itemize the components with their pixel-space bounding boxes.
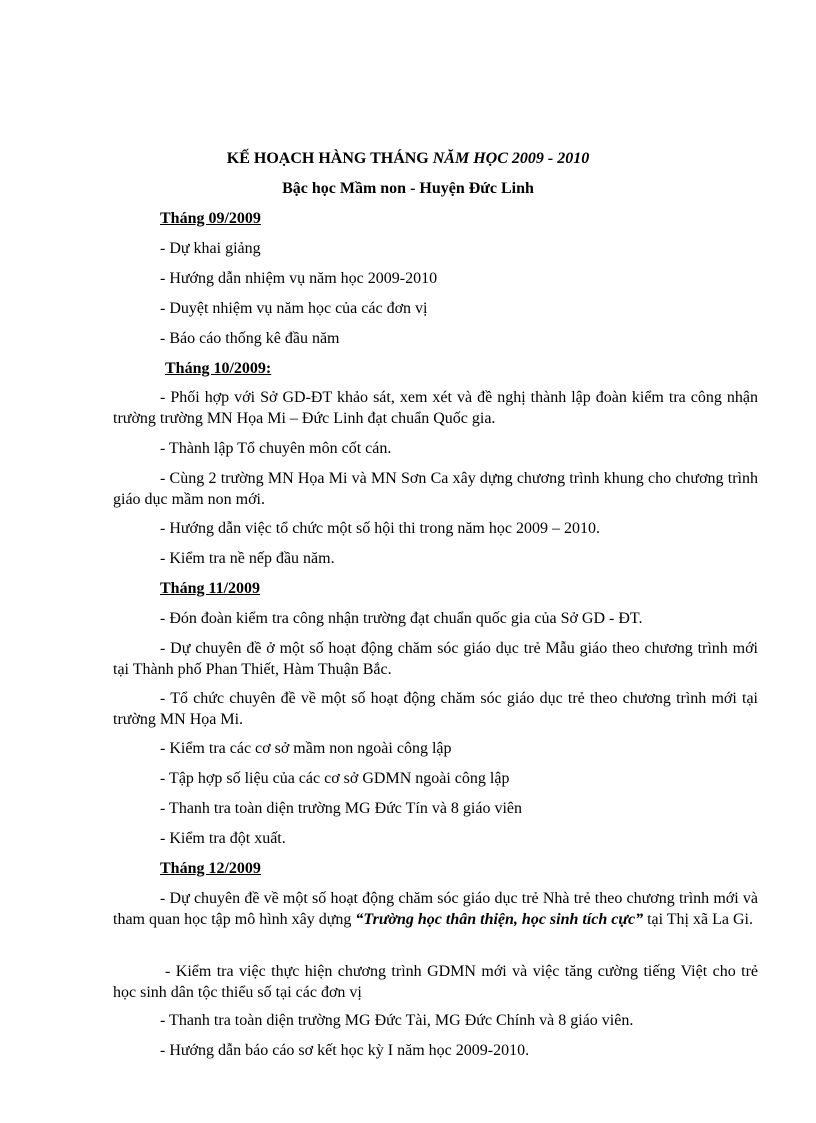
list-item: - Hướng dẫn việc tổ chức một số hội thi trong năm học 2009 – 2010. <box>160 520 600 537</box>
paragraph: - Dự chuyên đề ở một số hoạt động chăm sóc giáo dục trẻ Mẫu giáo theo chương trình mới tại Thành phố Phan Thiết, Hàm Thuận Bắc. <box>113 640 758 678</box>
list-item: - Thành lập Tổ chuyên môn cốt cán. <box>160 440 392 457</box>
month-heading-10: Tháng 10/2009: <box>165 360 272 377</box>
list-item: - Thanh tra toàn diện trường MG Đức Tín và 8 giáo viên <box>160 800 523 817</box>
list-item: - Hướng dẫn nhiệm vụ năm học 2009-2010 <box>160 270 438 287</box>
list-item: - Kiểm tra nề nếp đầu năm. <box>160 550 335 567</box>
document-title <box>0 150 816 168</box>
paragraph: - Kiểm tra việc thực hiện chương trình GDMN mới và việc tăng cường tiếng Việt cho trẻ học sinh dân tộc thiểu số tại các đơn vị <box>113 963 758 1001</box>
document-subtitle: Bậc học Mầm non - Huyện Đức Linh <box>282 180 534 197</box>
paragraph: - Cùng 2 trường MN Họa Mi và MN Sơn Ca xây dựng chương trình khung cho chương trình giáo dục mầm non mới. <box>113 470 758 508</box>
list-item: - Dự khai giảng <box>160 240 261 257</box>
list-item: - Báo cáo thống kê đầu năm <box>160 330 340 347</box>
list-item: - Tập hợp số liệu của các cơ sở GDMN ngoài công lập <box>160 770 510 787</box>
paragraph: - Phối hợp với Sở GD-ĐT khảo sát, xem xét và đề nghị thành lập đoàn kiểm tra công nhận trường trường MN Họa Mi – Đức Linh đạt chuẩn Quốc gia. <box>113 389 758 427</box>
list-item: - Duyệt nhiệm vụ năm học của các đơn vị <box>160 300 428 317</box>
paragraph-text: tại Thị xã La Gi. <box>643 911 753 928</box>
paragraph <box>113 888 758 930</box>
month-heading-09: Tháng 09/2009 <box>160 210 261 227</box>
list-item: - Kiểm tra đột xuất. <box>160 830 286 847</box>
list-item: - Đón đoàn kiểm tra công nhận trường đạt chuẩn quốc gia của Sở GD - ĐT. <box>160 610 643 627</box>
list-item: - Hướng dẫn báo cáo sơ kết học kỳ I năm học 2009-2010. <box>160 1042 530 1059</box>
list-item: - Kiểm tra các cơ sở mầm non ngoài công lập <box>160 740 452 757</box>
list-item: - Thanh tra toàn diện trường MG Đức Tài, MG Đức Chính và 8 giáo viên. <box>160 1012 634 1029</box>
title-year: NĂM HỌC 2009 - 2010 <box>432 150 590 167</box>
month-heading-11: Tháng 11/2009 <box>160 580 261 597</box>
paragraph-emphasis: “Trường học thân thiện, học sinh tích cực” <box>355 911 644 928</box>
paragraph: - Tổ chức chuyên đề về một số hoạt động chăm sóc giáo dục trẻ theo chương trình mới tại trường MN Họa Mi. <box>113 690 758 728</box>
title-main: KẾ HOẠCH HÀNG THÁNG <box>226 150 433 167</box>
paragraph-text: - Dự chuyên đề về một số hoạt động chăm sóc giáo dục trẻ Nhà trẻ theo chương trình mới và tham quan học tập mô hình xây dựng <box>113 890 758 928</box>
month-heading-12: Tháng 12/2009 <box>160 860 261 877</box>
